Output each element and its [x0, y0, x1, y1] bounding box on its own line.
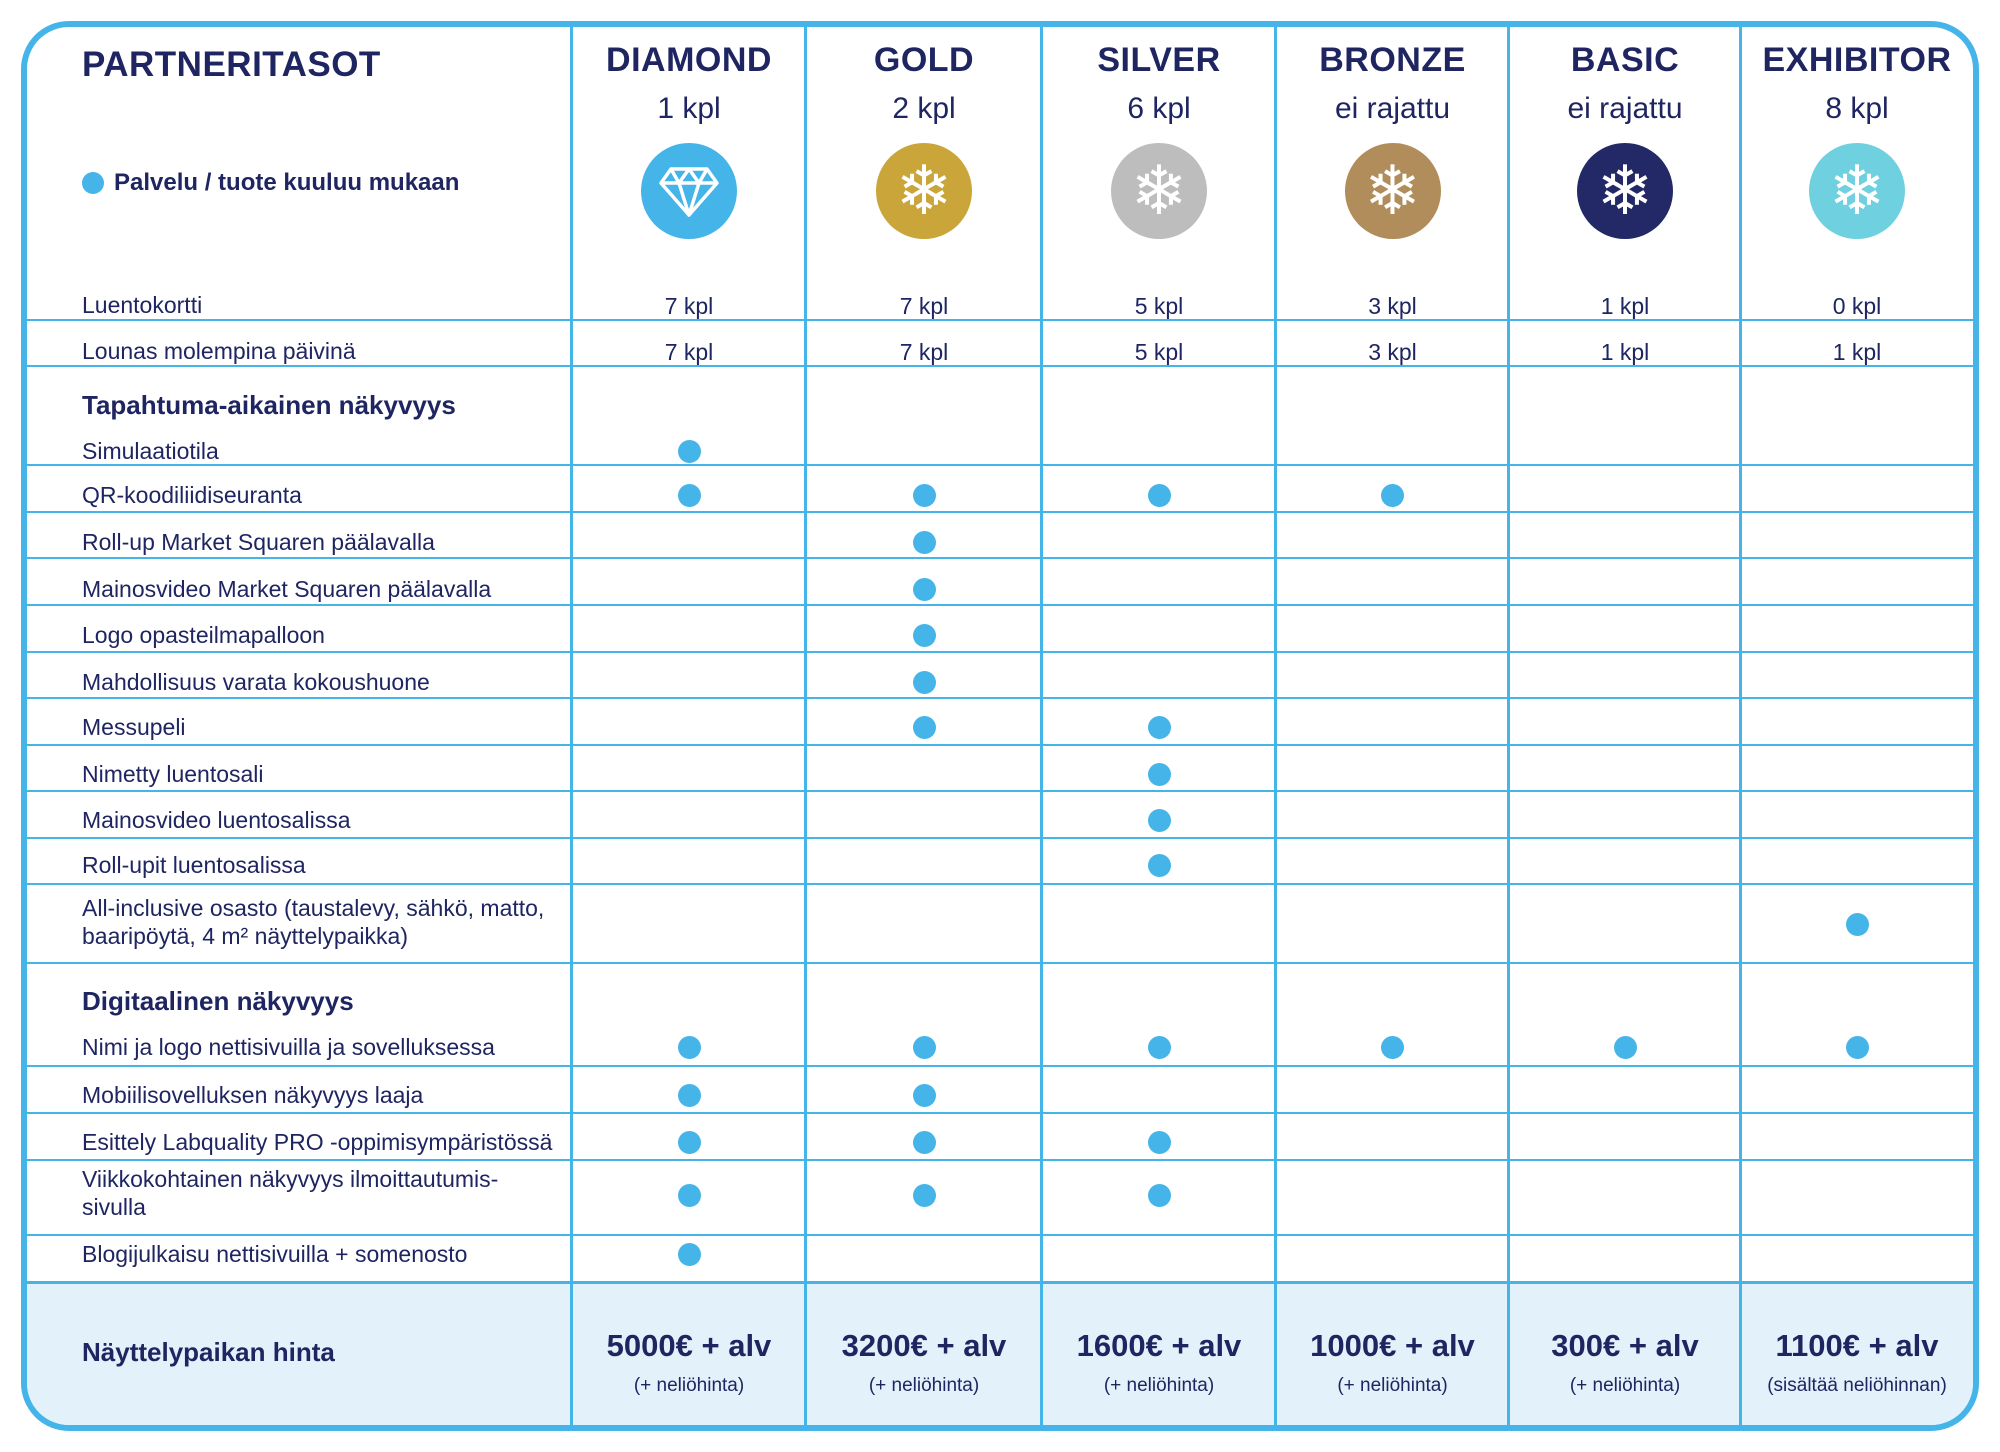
legend: [82, 169, 459, 197]
section-title: Digitaalinen näkyvyys: [82, 986, 354, 1016]
tier-header-basic: [1510, 35, 1740, 239]
included-dot-icon: [1846, 1036, 1869, 1059]
included-dot-icon: [913, 1131, 936, 1154]
tier-count: ei rajattu: [1334, 92, 1451, 125]
included-dot-icon: [913, 578, 936, 601]
included-dot-icon: [1846, 913, 1869, 936]
row-label: Blogijulkaisu nettisivuilla + somenosto: [82, 1241, 468, 1267]
price-note: (+ neliöhinta): [633, 1375, 745, 1396]
price-note: (+ neliöhinta): [1569, 1375, 1681, 1396]
row-label: Mahdollisuus varata kokoushuone: [82, 669, 430, 695]
row-divider: [27, 744, 1973, 746]
included-dot-icon: [1148, 763, 1171, 786]
included-dot-icon: [1614, 1036, 1637, 1059]
row-label: Lounas molempina päivinä: [82, 338, 356, 364]
price-cell: [1508, 1324, 1742, 1404]
snowflake-icon: ❄: [1345, 143, 1441, 239]
price-amount: 3200€ + alv: [841, 1328, 1007, 1363]
row-divider: [27, 697, 1973, 699]
price-amount: 1600€ + alv: [1076, 1328, 1242, 1363]
tier-count: 2 kpl: [892, 92, 956, 125]
included-dot-icon: [1148, 1184, 1171, 1207]
snowflake-icon: ❄: [1111, 143, 1207, 239]
tier-header-bronze: [1278, 35, 1508, 239]
tier-name: DIAMOND: [606, 41, 772, 79]
row-label-continued: baaripöytä, 4 m² näyttelypaikka): [82, 923, 408, 949]
included-dot-icon: [678, 484, 701, 507]
included-dot-icon: [678, 1084, 701, 1107]
included-dot-icon: [678, 1036, 701, 1059]
row-label: Nimi ja logo nettisivuilla ja sovelluksessa: [82, 1034, 495, 1060]
tier-count: ei rajattu: [1567, 92, 1683, 125]
price-amount: 5000€ + alv: [606, 1328, 772, 1363]
row-label: QR-koodiliidiseuranta: [82, 482, 302, 508]
row-label: Esittely Labquality PRO -oppimisympäristössä: [82, 1129, 553, 1155]
included-dot-icon: [678, 1243, 701, 1266]
included-dot-icon: [913, 531, 936, 554]
price-cell: [1740, 1324, 1974, 1404]
included-dot-icon: [1381, 484, 1404, 507]
included-dot-icon: [1148, 1131, 1171, 1154]
page-title: PARTNERITASOT: [82, 45, 381, 84]
price-label: Näyttelypaikan hinta: [82, 1337, 335, 1367]
price-amount: 1000€ + alv: [1310, 1328, 1475, 1363]
snowflake-icon: ❄: [1809, 143, 1905, 239]
included-dot-icon: [913, 1036, 936, 1059]
price-cell: [572, 1324, 806, 1404]
row-divider: [27, 1234, 1973, 1236]
count-cell: 7 kpl: [664, 293, 714, 319]
row-divider: [27, 1159, 1973, 1161]
price-row-divider: [27, 1281, 1973, 1284]
included-dot-icon: [678, 1131, 701, 1154]
price-note: (+ neliöhinta): [868, 1375, 980, 1396]
table-grid: [27, 27, 1973, 1425]
included-dot-icon: [913, 716, 936, 739]
count-cell: 3 kpl: [1368, 339, 1417, 365]
column-divider: [570, 27, 573, 1425]
snowflake-icon: ❄: [876, 143, 972, 239]
price-amount: 1100€ + alv: [1775, 1328, 1939, 1363]
included-dot-icon: [1148, 716, 1171, 739]
row-label: Mainosvideo luentosalissa: [82, 807, 351, 833]
row-label-continued: sivulla: [82, 1194, 146, 1220]
snowflake-icon: ❄: [1577, 143, 1673, 239]
count-cell: 0 kpl: [1832, 293, 1882, 319]
count-cell: 3 kpl: [1368, 293, 1417, 319]
tier-name: BRONZE: [1319, 41, 1466, 79]
row-label: Mainosvideo Market Squaren päälavalla: [82, 576, 492, 602]
row-divider: [27, 511, 1973, 513]
count-cell: 5 kpl: [1134, 293, 1184, 319]
included-dot-icon: [913, 1184, 936, 1207]
tier-name: EXHIBITOR: [1762, 41, 1952, 79]
price-cell: [807, 1324, 1041, 1404]
row-divider: [27, 557, 1973, 559]
included-dot-icon: [1148, 1036, 1171, 1059]
row-divider: [27, 837, 1973, 839]
price-note: (+ neliöhinta): [1337, 1375, 1448, 1396]
row-label: Roll-upit luentosalissa: [82, 852, 306, 878]
row-label: All-inclusive osasto (taustalevy, sähkö, matto,: [82, 895, 545, 921]
row-label: Nimetty luentosali: [82, 761, 264, 787]
price-amount: 300€ + alv: [1551, 1328, 1699, 1363]
row-divider: [27, 790, 1973, 792]
included-dot-icon: [1148, 809, 1171, 832]
legend-label: Palvelu / tuote kuuluu mukaan: [114, 169, 460, 196]
count-cell: 7 kpl: [899, 293, 949, 319]
count-cell: 5 kpl: [1134, 339, 1184, 365]
diamond-icon: [641, 143, 737, 239]
row-label: Logo opasteilmapalloon: [82, 622, 325, 648]
included-dot-icon: [913, 671, 936, 694]
row-label: Messupeli: [82, 714, 186, 740]
column-divider: [1040, 27, 1043, 1425]
count-cell: 7 kpl: [899, 339, 949, 365]
price-cell: [1042, 1324, 1276, 1404]
row-label: Simulaatiotila: [82, 438, 219, 464]
included-dot-icon: [82, 172, 104, 194]
tier-count: 6 kpl: [1127, 92, 1191, 125]
partner-tier-table: [21, 21, 1979, 1431]
count-cell: 1 kpl: [1600, 339, 1650, 365]
tier-name: BASIC: [1570, 41, 1680, 79]
included-dot-icon: [913, 484, 936, 507]
included-dot-icon: [1381, 1036, 1404, 1059]
column-divider: [804, 27, 807, 1425]
tier-header-silver: [1044, 35, 1274, 239]
tier-name: GOLD: [873, 41, 975, 79]
row-divider: [27, 883, 1973, 885]
tier-name: SILVER: [1097, 41, 1221, 79]
row-divider: [27, 962, 1973, 964]
row-divider: [27, 464, 1973, 466]
row-divider: [27, 1065, 1973, 1067]
row-divider: [27, 604, 1973, 606]
tier-header-exhibitor: [1742, 35, 1972, 239]
included-dot-icon: [678, 440, 701, 463]
section-title: Tapahtuma-aikainen näkyvyys: [82, 390, 456, 420]
included-dot-icon: [678, 1184, 701, 1207]
included-dot-icon: [1148, 484, 1171, 507]
row-label: Mobiilisovelluksen näkyvyys laaja: [82, 1082, 424, 1108]
included-dot-icon: [1148, 854, 1171, 877]
tier-header-gold: [809, 35, 1039, 239]
tier-count: 1 kpl: [657, 92, 721, 125]
count-cell: 7 kpl: [664, 339, 714, 365]
row-label: Viikkokohtainen näkyvyys ilmoittautumis-: [82, 1166, 499, 1192]
row-divider: [27, 651, 1973, 653]
count-cell: 1 kpl: [1832, 339, 1882, 365]
tier-count: 8 kpl: [1825, 92, 1889, 125]
row-divider: [27, 1112, 1973, 1114]
row-label: Luentokortti: [82, 292, 203, 318]
price-cell: [1276, 1324, 1510, 1404]
row-label: Roll-up Market Squaren päälavalla: [82, 529, 435, 555]
included-dot-icon: [913, 1084, 936, 1107]
price-note: (+ neliöhinta): [1103, 1375, 1215, 1396]
included-dot-icon: [913, 624, 936, 647]
count-cell: 1 kpl: [1600, 293, 1650, 319]
tier-header-diamond: [574, 35, 804, 239]
price-note: (sisältää neliöhinnan): [1767, 1375, 1947, 1396]
